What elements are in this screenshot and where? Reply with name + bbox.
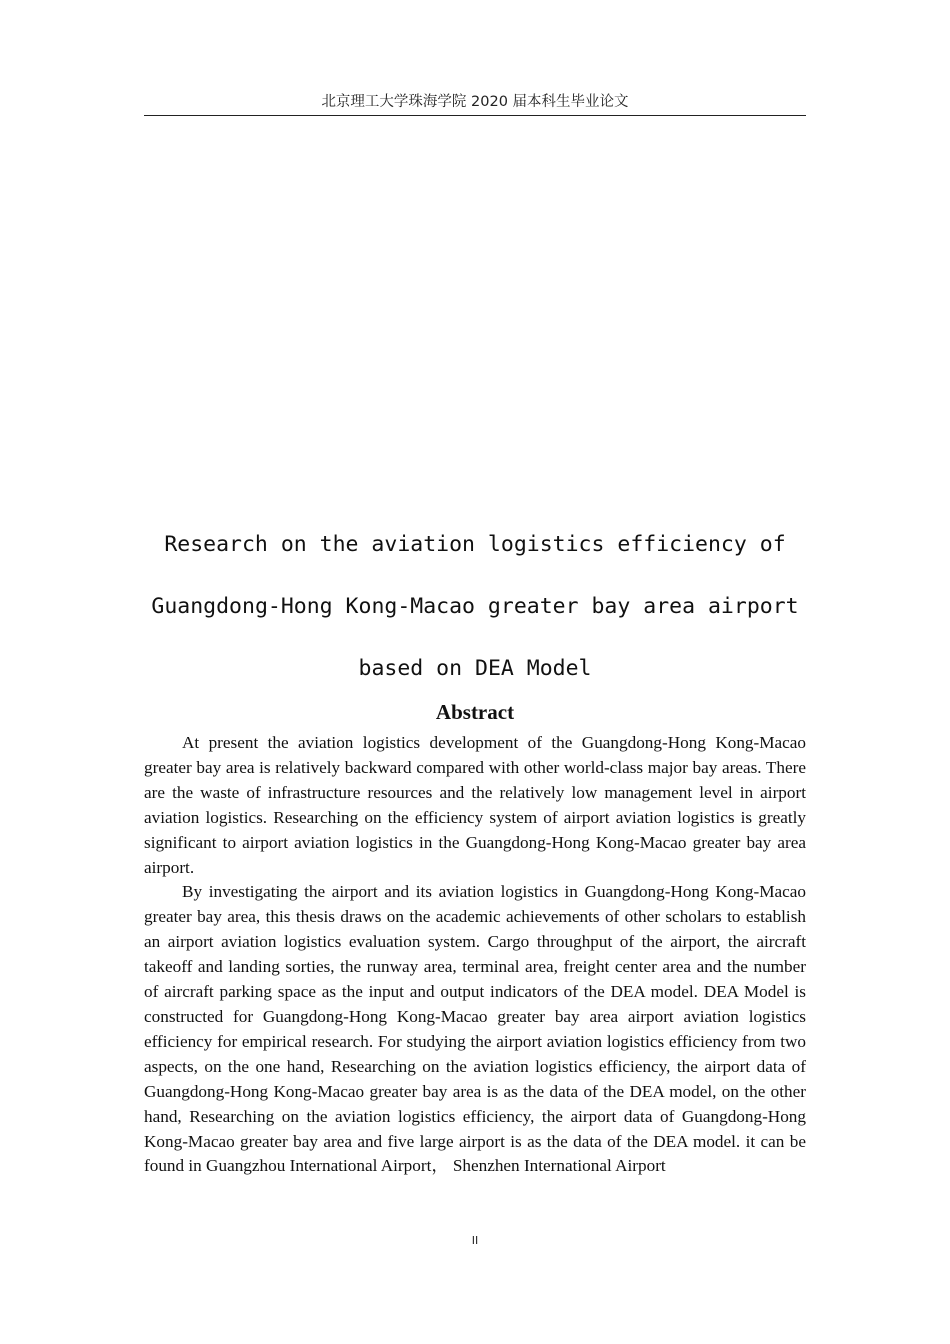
thesis-title-line-1: Research on the aviation logistics efficiency of: [164, 532, 786, 557]
thesis-title-line-2: Guangdong-Hong Kong-Macao greater bay area airport: [151, 594, 799, 619]
page-number: II: [471, 1234, 479, 1247]
running-header: 北京理工大学珠海学院 2020 届本科生毕业论文: [321, 94, 629, 110]
abstract-paragraph-1: At present the aviation logistics development of the Guangdong-Hong Kong-Macao greater bay area is relatively backward compared with other world-class major bay areas. There are the waste of infrastructure resources and the relatively low management level in airport aviation logistics. Researching on the efficiency system of airport aviation logistics is greatly significant to airport aviation logistics in the Guangdong-Hong Kong-Macao greater bay area airport.: [144, 733, 806, 877]
abstract-paragraph-2: By investigating the airport and its aviation logistics in Guangdong-Hong Kong-Macao greater bay area, this thesis draws on the academic achievements of other scholars to establish an airport aviation logistics evaluation system. Cargo throughput of the airport, the aircraft takeoff and landing sorties, the runway area, terminal area, freight center area and the number of aircraft parking space as the input and output indicators of the DEA model. DEA Model is constructed for Guangdong-Hong Kong-Macao greater bay area airport aviation logistics efficiency for empirical research. For studying the airport aviation logistics efficiency from two aspects, on the one hand, Researching on the aviation logistics efficiency, the airport data of Guangdong-Hong Kong-Macao greater bay area is as the data of the DEA model, on the other hand, Researching on the aviation logistics efficiency, the airport data of Guangdong-Hong Kong-Macao greater bay area and five large airport is as the data of the DEA model. it can be found in Guangzhou International Airport， Shenzhen International Airport: [144, 882, 806, 1176]
thesis-title-line-3: based on DEA Model: [358, 656, 592, 681]
header-rule: [144, 115, 806, 116]
abstract-body: [144, 731, 806, 1179]
abstract-heading: Abstract: [435, 700, 515, 724]
